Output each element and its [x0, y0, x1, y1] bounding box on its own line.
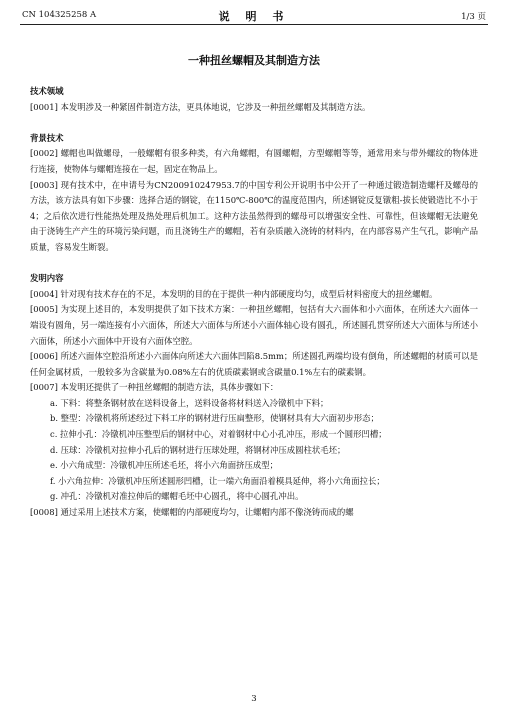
step-b: b. 整型：冷镦机将所述经过下料工序的钢材进行压扁整形，使钢材具有大六面初步形态； [50, 413, 379, 424]
page-header [0, 0, 508, 32]
paragraph-0007: [0007] 本发明还提供了一种扭丝螺帽的制造方法，具体步骤如下： [30, 382, 279, 393]
step-g: g. 冲孔：冷镦机对准拉伸后的螺帽毛坯中心圆孔，将中心圆孔冲出。 [50, 491, 304, 502]
paragraph-0002: [0002] 螺帽也叫做螺母，一般螺帽有很多种类，有六角螺帽，有圆螺帽，方型螺帽等等，通常用来与带外螺纹的物体进行连接，使物体与螺帽连接在一起，固定在物品上。 [30, 148, 478, 174]
step-c: c. 拉伸小孔：冷镦机冲压整型后的钢材中心，对着钢材中心小孔冲压，形成一个圆形凹槽； [50, 429, 387, 440]
page-indicator: 1/3 页 [461, 12, 486, 22]
section-heading-summary: 发明内容 [30, 273, 64, 284]
paragraph-0003: [0003] 现有技术中，在申请号为CN200910247953.7的中国专利公开说明书中公开了一种通过锻造制造螺杆及螺母的方法，该方法具有如下步骤：选择合适的钢锭，在1150℃-800℃的温度范围内，所述钢锭反复镦粗-拔长使锻造比不小于4；之后依次进行性能热处理及热处理后机加工。这种方法虽然得到的螺母可以增强安全性、可靠性，但该螺帽无法避免由于浇铸生产产生的环境污染问题，而且浇铸生产的螺帽，若有杂质融入浇铸的材料内，在内部容易产生气孔，影响产品质量，容易发生断裂。 [30, 179, 478, 252]
step-f: f. 小六角拉伸：冷镦机冲压所述圆形凹槽，让一端六角面沿着模具延伸，将小六角面拉长； [50, 475, 385, 486]
document-number: CN 104325258 A [22, 10, 97, 20]
spacer [30, 256, 478, 272]
document-title: 一种扭丝螺帽及其制造方法 [188, 54, 320, 67]
document-body [30, 84, 478, 521]
paragraph-0001: [0001] 本发明涉及一种紧固件制造方法，更具体地说，它涉及一种扭丝螺帽及其制造方法。 [30, 101, 371, 112]
paragraph-0008: [0008] 通过采用上述技术方案，使螺帽的内部硬度均匀，让螺帽内部不像浇铸而成的螺 [30, 507, 354, 518]
spacer [30, 115, 478, 131]
step-a: a. 下料：将整条钢材放在送料设备上，送料设备将材料送入冷镦机中下料； [50, 397, 329, 408]
step-d: d. 压球：冷镦机对拉伸小孔后的钢材进行压球处理，将钢材冲压成圆柱状毛坯； [50, 444, 346, 455]
paragraph-0004: [0004] 针对现有技术存在的不足，本发明的目的在于提供一种内部硬度均匀，成型后材料密度大的扭丝螺帽。 [30, 288, 438, 299]
paragraph-0006: [0006] 所述六面体空腔沿所述小六面体向所述大六面体凹陷8.5mm；所述圆孔两端均设有倒角，所述螺帽的材质可以是任何金属材质，一般较多为含碳量为0.08%左右的优质碳素钢或含碳量0.1%左右的碳素钢。 [30, 351, 478, 377]
header-rule [20, 24, 488, 25]
paragraph-0005: [0005] 为实现上述目的，本发明提供了如下技术方案：一种扭丝螺帽，包括有大六面体和小六面体，在所述大六面体一端设有圆角，另一端连接有小六面体，所述大六面体与所述小六面体轴心设有圆孔，所述圆孔贯穿所述大六面体与所述小六面体，所述小六面体中开设有六面体空腔。 [30, 304, 478, 346]
document-type: 说 明 书 [218, 10, 290, 23]
step-e: e. 小六角成型：冷镦机冲压所述毛坯，将小六角面挤压成型； [50, 460, 279, 471]
section-heading-field: 技术领域 [30, 86, 64, 96]
section-heading-background: 背景技术 [30, 132, 64, 143]
page-number: 3 [251, 694, 257, 704]
